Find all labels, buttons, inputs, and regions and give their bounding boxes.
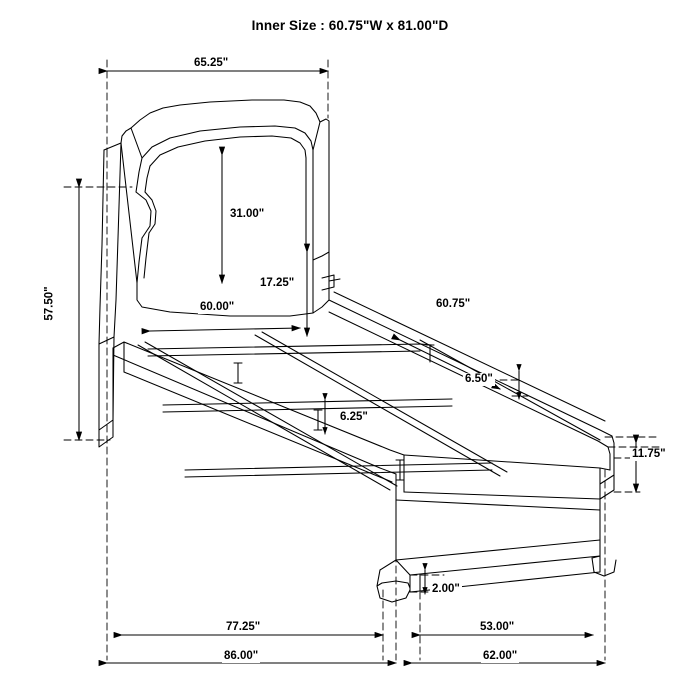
dim-label-headboard-panel-height: 31.00" xyxy=(230,208,265,220)
dim-label-footboard-height: 11.75" xyxy=(632,448,666,460)
dim-label-side-rail-height: 6.50" xyxy=(465,373,493,385)
dim-label-bed-length-side: 53.00" xyxy=(480,621,515,633)
dim-label-inner-width: 60.00" xyxy=(200,301,235,313)
dim-label-overall-height: 57.50" xyxy=(43,286,56,321)
dim-label-inner-width-rear: 60.75" xyxy=(436,298,471,310)
dim-label-bed-length-front: 77.25" xyxy=(226,621,261,633)
dim-label-headboard-clearance: 17.25" xyxy=(260,277,295,289)
dim-label-overall-depth: 86.00" xyxy=(224,650,259,662)
dim-label-foot-clearance: 2.00" xyxy=(432,583,460,595)
dim-label-headboard-width: 65.25" xyxy=(194,57,229,69)
dim-label-overall-width: 62.00" xyxy=(483,650,518,662)
page-title: Inner Size : 60.75"W x 81.00"D xyxy=(251,18,449,33)
dim-label-slat-support-height: 6.25" xyxy=(340,411,368,423)
